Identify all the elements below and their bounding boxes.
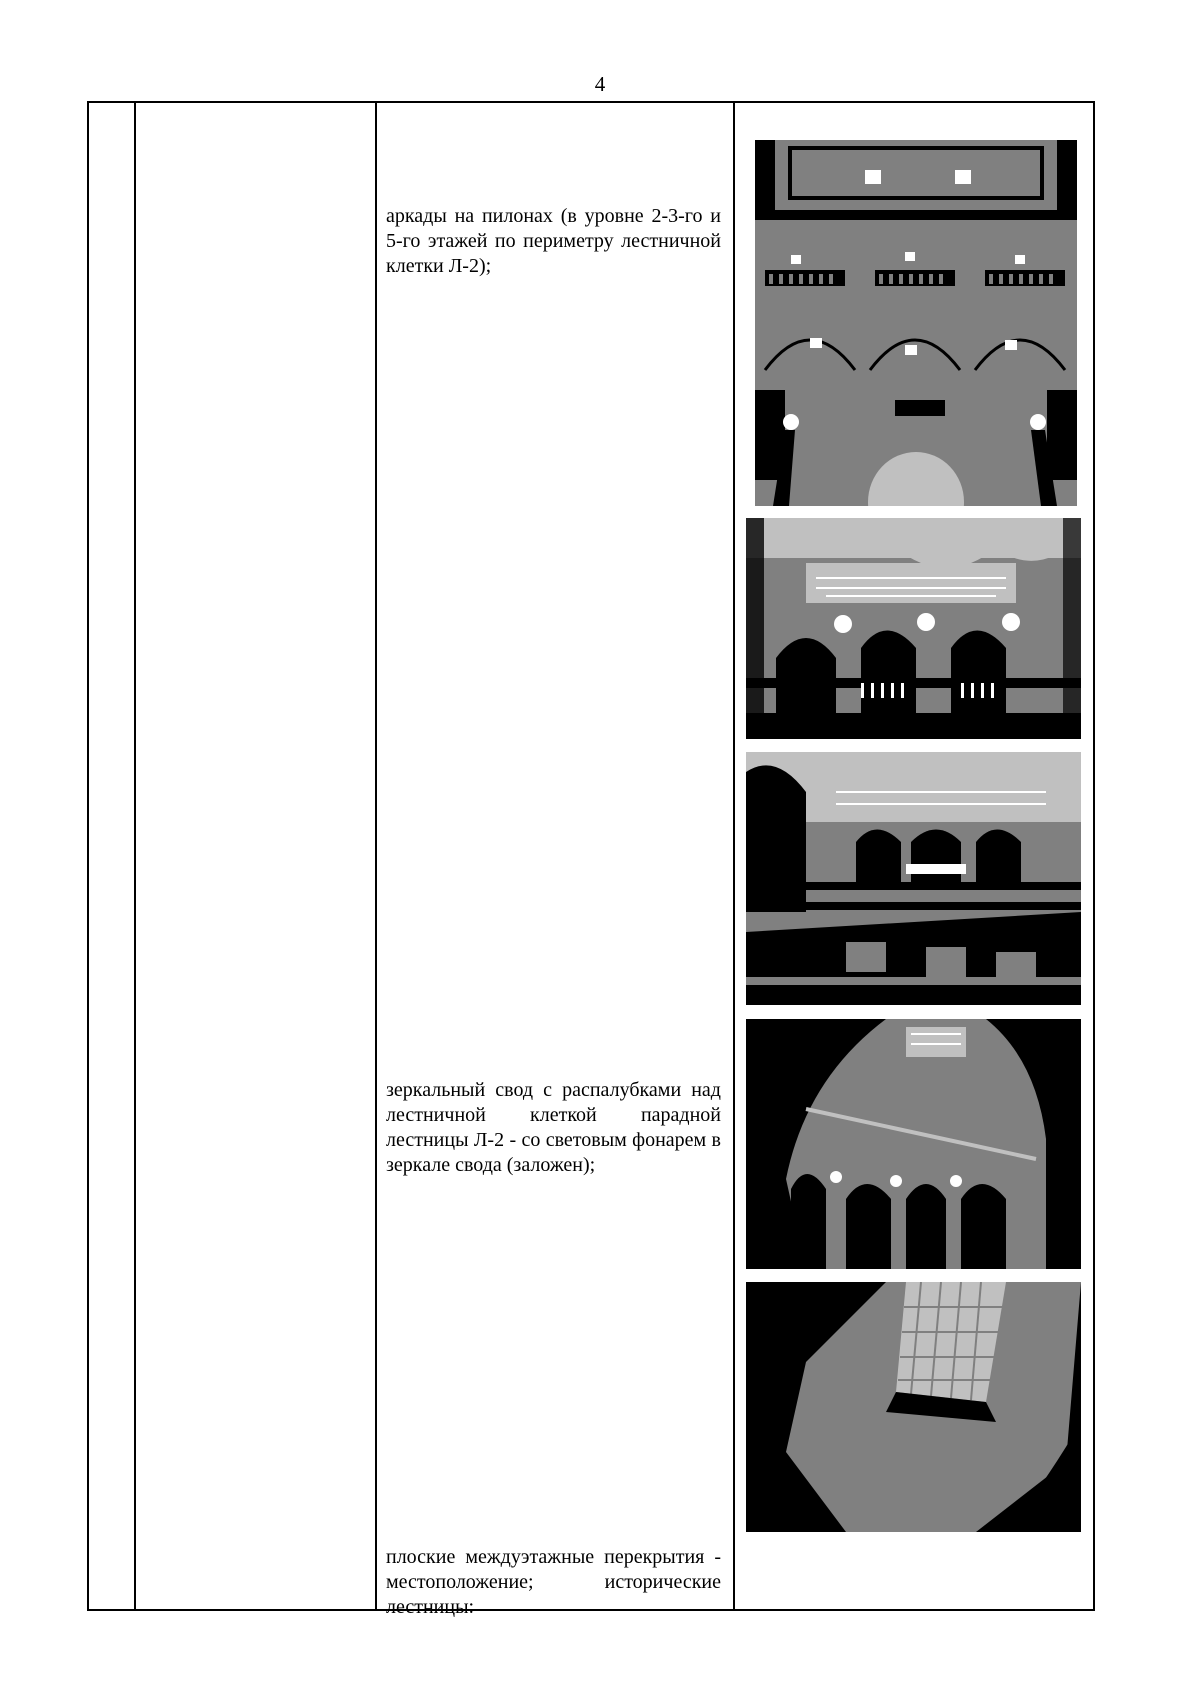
photo-arcade-gallery	[746, 518, 1081, 739]
page-number: 4	[594, 72, 606, 96]
description-arcades: аркады на пилонах (в уровне 2-3-го и 5-го этажей по периметру лестничной клетки Л-2);	[386, 205, 721, 277]
description-mirror-vault: зеркальный свод с распалубками над лестничной клеткой парадной лестницы Л-2 - со световым фонарем в зеркале свода (заложен);	[386, 1079, 721, 1176]
photo-arcades-from-below	[755, 140, 1077, 506]
column-divider-1	[134, 103, 136, 1609]
column-divider-2	[375, 103, 377, 1609]
description-floors-stairs: плоские междуэтажные перекрытия - местоположение; исторические лестницы:	[386, 1546, 721, 1618]
photo-mirror-vault	[746, 1019, 1081, 1269]
photo-skylight-lantern	[746, 1282, 1081, 1532]
column-divider-3	[733, 103, 735, 1609]
photo-staircase-hall	[746, 752, 1081, 1005]
